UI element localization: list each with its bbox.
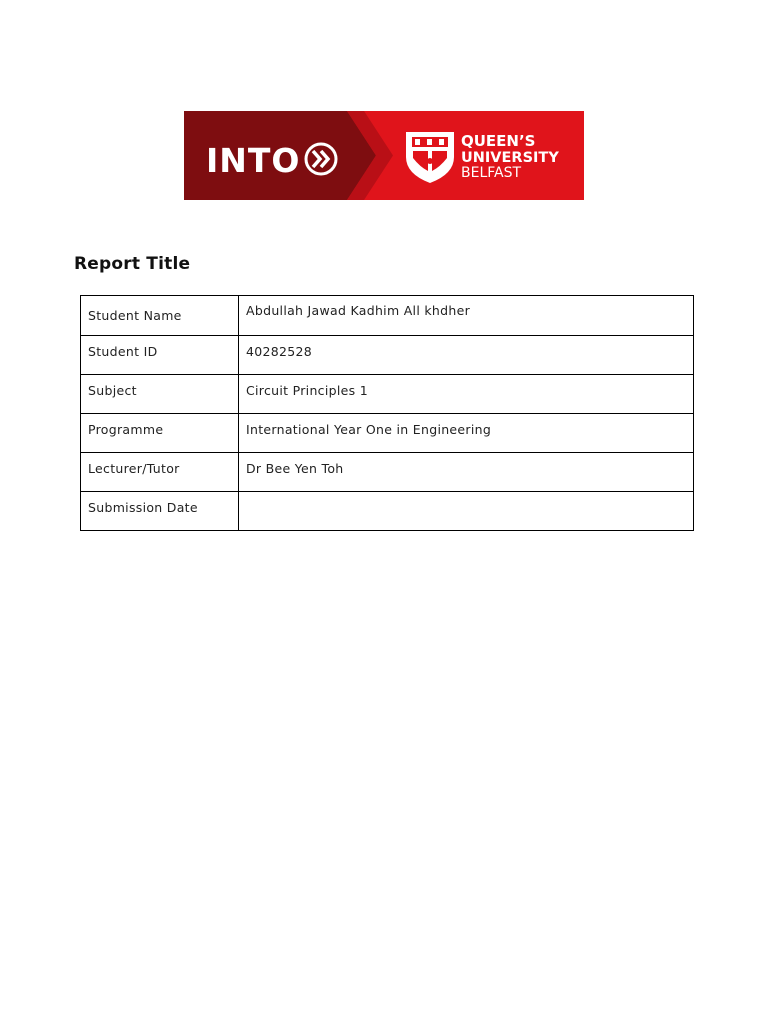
- row-value: Circuit Principles 1: [239, 375, 694, 414]
- row-value: Abdullah Jawad Kadhim All khdher: [239, 296, 694, 336]
- table-row: [81, 414, 694, 453]
- row-label: Submission Date: [81, 492, 239, 531]
- table-row: [81, 336, 694, 375]
- table-row: [81, 296, 694, 336]
- into-wordmark: INTO: [206, 141, 301, 180]
- logo-banner: [184, 111, 584, 200]
- queens-line: QUEEN’S: [461, 132, 536, 150]
- table-row: [81, 492, 694, 531]
- row-label: Student Name: [81, 296, 239, 336]
- table-row: [81, 453, 694, 492]
- row-label: Lecturer/Tutor: [81, 453, 239, 492]
- row-value: 40282528: [239, 336, 694, 375]
- report-title: Report Title: [74, 254, 191, 274]
- row-label: Subject: [81, 375, 239, 414]
- row-label: Student ID: [81, 336, 239, 375]
- row-value: [239, 492, 694, 531]
- row-value: Dr Bee Yen Toh: [239, 453, 694, 492]
- student-info-table: [80, 295, 694, 531]
- belfast-line: BELFAST: [461, 165, 522, 181]
- table-row: [81, 375, 694, 414]
- university-line: UNIVERSITY: [461, 150, 559, 166]
- row-label: Programme: [81, 414, 239, 453]
- row-value: International Year One in Engineering: [239, 414, 694, 453]
